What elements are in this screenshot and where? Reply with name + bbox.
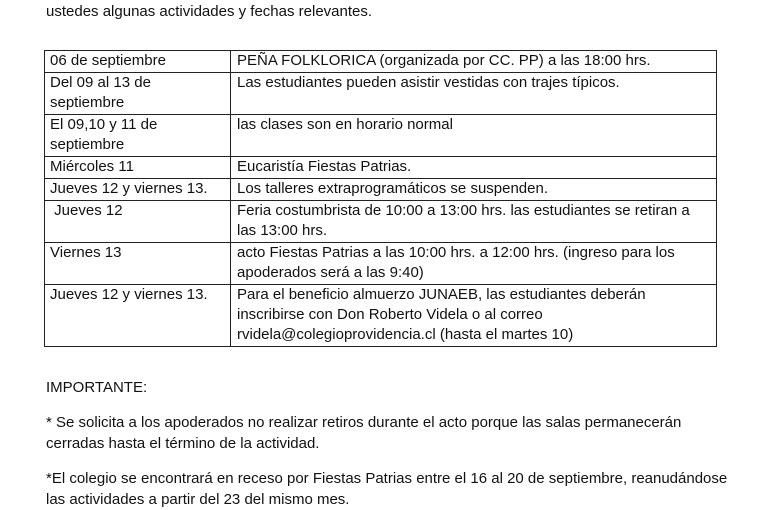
activity-cell: Feria costumbrista de 10:00 a 13:00 hrs. las estudiantes se retiran a las 13:00 hrs. bbox=[231, 201, 717, 243]
date-cell: Jueves 12 y viernes 13. bbox=[45, 179, 231, 201]
table-row bbox=[45, 243, 717, 285]
activity-cell: Para el beneficio almuerzo JUNAEB, las estudiantes deberán inscribirse con Don Roberto Videla o al correo rvidela@colegioprovidencia.cl (hasta el martes 10) bbox=[231, 285, 717, 347]
date-cell: 06 de septiembre bbox=[45, 51, 231, 73]
date-cell: Viernes 13 bbox=[45, 243, 231, 285]
date-cell: Jueves 12 bbox=[45, 201, 231, 243]
date-cell: Miércoles 11 bbox=[45, 157, 231, 179]
important-heading: IMPORTANTE: bbox=[46, 379, 148, 396]
table-row bbox=[45, 285, 717, 347]
note-paragraph: * Se solicita a los apoderados no realizar retiros durante el acto porque las salas permanecerán cerradas hasta el término de la actividad. bbox=[46, 414, 682, 452]
activity-cell: PEÑA FOLKLORICA (organizada por CC. PP) a las 18:00 hrs. bbox=[231, 51, 717, 73]
table-row bbox=[45, 73, 717, 115]
activity-cell: Las estudiantes pueden asistir vestidas con trajes típicos. bbox=[231, 73, 717, 115]
table-row bbox=[45, 115, 717, 157]
activity-cell: Eucaristía Fiestas Patrias. bbox=[231, 157, 717, 179]
date-cell: Jueves 12 y viernes 13. bbox=[45, 285, 231, 347]
date-cell: Del 09 al 13 de septiembre bbox=[45, 73, 231, 115]
table-row bbox=[45, 201, 717, 243]
note-paragraph: *El colegio se encontrará en receso por Fiestas Patrias entre el 16 al 20 de septiembre, reanudándose las actividades a partir del 23 del mismo mes. bbox=[46, 470, 728, 508]
activity-cell: las clases son en horario normal bbox=[231, 115, 717, 157]
schedule-table bbox=[44, 50, 717, 347]
table-row bbox=[45, 157, 717, 179]
table-row bbox=[45, 179, 717, 201]
table-row bbox=[45, 51, 717, 73]
activity-cell: Los talleres extraprogramáticos se suspenden. bbox=[231, 179, 717, 201]
date-cell: El 09,10 y 11 de septiembre bbox=[45, 115, 231, 157]
activity-cell: acto Fiestas Patrias a las 10:00 hrs. a 12:00 hrs. (ingreso para los apoderados será a las 9:40) bbox=[231, 243, 717, 285]
intro-text: ustedes algunas actividades y fechas relevantes. bbox=[46, 3, 373, 20]
